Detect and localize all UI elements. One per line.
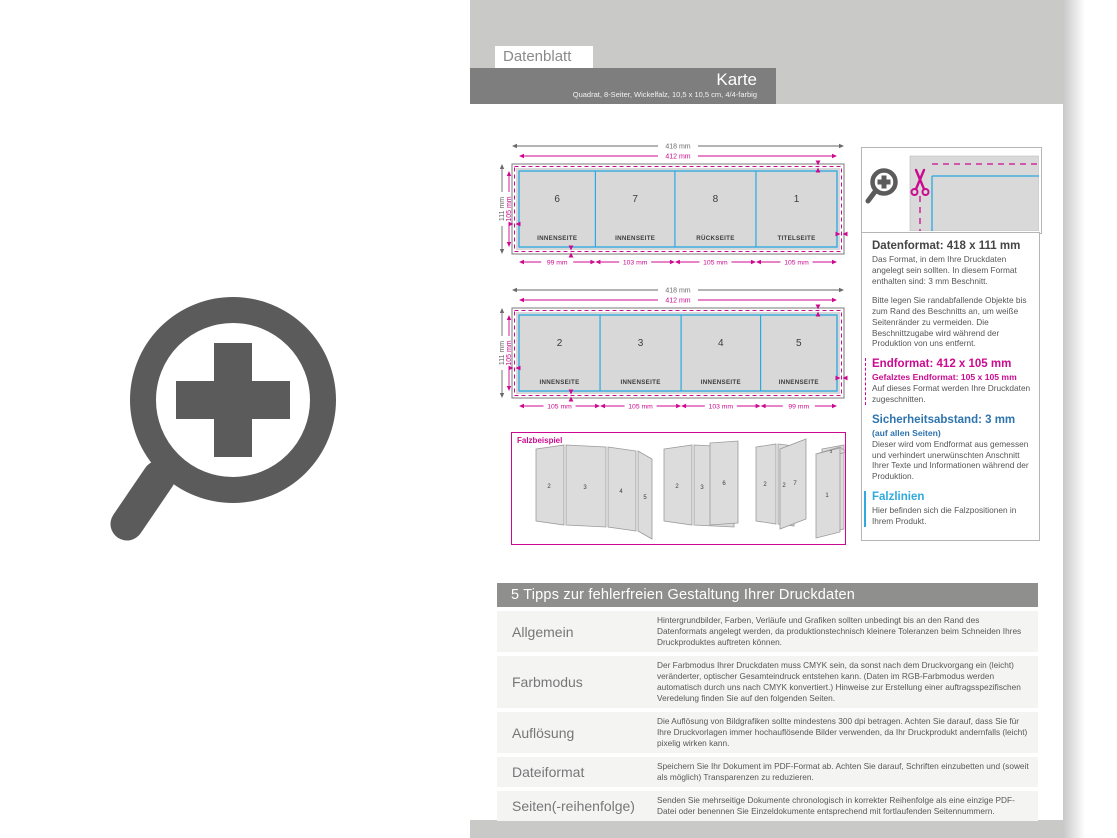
- tip-label: Seiten(-reihenfolge): [512, 798, 635, 815]
- tip-text: Senden Sie mehrseitige Dokumente chronologisch in korrekter Reihenfolge als eine einzige PDF-Datei oder benennen Sie Einzeldokumente entsprechend mit fortlaufenden Seitennummern.: [657, 795, 1015, 817]
- sicherheitsabstand-heading: Sicherheitsabstand: 3 mm: [872, 413, 1016, 426]
- svg-text:RÜCKSEITE: RÜCKSEITE: [696, 235, 735, 242]
- falzlinien-body: Hier befinden sich die Falzpositionen in Ihrem Produkt.: [872, 504, 1017, 526]
- tips-header: 5 Tipps zur fehlerfreien Gestaltung Ihrer Druckdaten: [497, 583, 1038, 607]
- bleed-note-body: Bitte legen Sie randabfallende Objekte bis zum Rand des Beschnitts an, um weiße Seitenränder zu vermeiden. Die Beschnittzugabe wird während der Produktion von uns entfernt.: [872, 295, 1027, 349]
- datenformat-body: Das Format, in dem Ihre Druckdaten angelegt sein sollten. In diesem Format enthalten sind: 3 mm Beschnitt.: [872, 254, 1017, 286]
- svg-text:4: 4: [718, 338, 724, 349]
- svg-text:7: 7: [793, 481, 797, 487]
- svg-text:1: 1: [825, 493, 829, 499]
- svg-text:4: 4: [619, 489, 623, 495]
- svg-text:105 mm: 105 mm: [505, 340, 513, 366]
- svg-text:2: 2: [675, 484, 679, 490]
- falzlinien-section: [864, 491, 1031, 527]
- tip-label: Auflösung: [512, 724, 575, 741]
- datenblatt-tab-label: Datenblatt: [503, 48, 572, 65]
- product-title: Karte: [716, 70, 757, 89]
- tip-label: Dateiformat: [512, 764, 585, 781]
- table-row: [497, 656, 1038, 708]
- endformat-subheading: Gefalztes Endformat: 105 x 105 mm: [872, 372, 1017, 383]
- table-row: [497, 757, 1038, 787]
- svg-text:3: 3: [700, 485, 704, 491]
- sicherheitsabstand-subheading: (auf allen Seiten): [872, 427, 941, 438]
- tip-label: Farbmodus: [512, 674, 583, 691]
- endformat-heading: Endformat: 412 x 105 mm: [872, 358, 1012, 371]
- tip-text: Die Auflösung von Bildgrafiken sollte mindestens 300 dpi betragen. Achten Sie darauf, dass Sie für Ihre Druckvorlagen immer hochauflösende Bilder verwenden, da Ihr Druckprodukt andernfalls (leicht) pixelig wirken kann.: [657, 716, 1028, 749]
- table-row: [497, 611, 1038, 652]
- datenformat-heading: Datenformat: 418 x 111 mm: [872, 240, 1021, 252]
- tip-text: Speichern Sie Ihr Dokument im PDF-Format ab. Achten Sie darauf, Schriften einzubetten und (soweit als möglich) Transparenzen zu reduzieren.: [657, 761, 1029, 783]
- svg-text:INNENSEITE: INNENSEITE: [539, 379, 580, 386]
- sicherheitsabstand-section: [872, 414, 1031, 482]
- svg-text:8: 8: [712, 194, 719, 205]
- layout-diagram-inside: [496, 282, 848, 424]
- svg-text:105 mm: 105 mm: [628, 403, 653, 411]
- legend-box: [861, 147, 1042, 234]
- bleed-note-section: [872, 295, 1031, 349]
- svg-text:99 mm: 99 mm: [788, 403, 810, 411]
- svg-text:111 mm: 111 mm: [498, 340, 506, 366]
- endformat-section: [865, 358, 1031, 405]
- svg-text:5: 5: [643, 495, 647, 501]
- svg-text:INNENSEITE: INNENSEITE: [537, 235, 578, 242]
- svg-text:7: 7: [632, 194, 638, 205]
- product-subtitle: Quadrat, 8-Seiter, Wickelfalz, 10,5 x 10,5 cm, 4/4-farbig: [572, 90, 757, 99]
- tips-table: [497, 611, 1038, 821]
- svg-text:2: 2: [547, 484, 551, 490]
- svg-text:5: 5: [796, 338, 802, 349]
- svg-text:412 mm: 412 mm: [665, 297, 691, 305]
- svg-text:111 mm: 111 mm: [498, 196, 506, 222]
- falzlinien-heading: Falzlinien: [872, 490, 925, 503]
- svg-text:2: 2: [782, 483, 786, 489]
- tip-text: Hintergrundbilder, Farben, Verläufe und Grafiken sollten unbedingt bis an den Rand des Datenformats angelegt werden, da produktionstechnisch kleinere Toleranzen beim Schneiden Ihres Druckproduktes auftreten können.: [657, 615, 1022, 648]
- svg-text:105 mm: 105 mm: [784, 259, 809, 267]
- svg-text:418 mm: 418 mm: [665, 287, 691, 295]
- svg-text:103 mm: 103 mm: [708, 403, 734, 411]
- table-row: [497, 712, 1038, 753]
- svg-text:105 mm: 105 mm: [547, 403, 572, 411]
- sicherheitsabstand-body: Dieser wird vom Endformat aus gemessen und verhindert unerwünschten Anschnitt Ihrer Texte und Informationen während der Produktion.: [872, 438, 1029, 482]
- svg-text:6: 6: [722, 481, 726, 487]
- svg-text:412 mm: 412 mm: [665, 153, 691, 161]
- endformat-body: Auf dieses Format werden Ihre Druckdaten zugeschnitten.: [872, 383, 1031, 405]
- svg-text:418 mm: 418 mm: [665, 143, 691, 151]
- svg-text:105 mm: 105 mm: [505, 196, 513, 222]
- svg-text:6: 6: [554, 194, 560, 205]
- bleed-corner-illustration: [862, 148, 1039, 231]
- tip-text: Der Farbmodus Ihrer Druckdaten muss CMYK sein, da sonst nach dem Druckvorgang ein (leicht) veränderter, optischer Gesamteindruck entstehen kann. (Daten im RGB-Farbmodus werden automatisch durch uns nach CMYK konvertiert.) Hinweise zur Erstellung einer auftragsspezifischen Veredelung finden Sie auf den folgenden Seiten.: [657, 660, 1021, 704]
- svg-text:3: 3: [583, 485, 587, 491]
- svg-text:INNENSEITE: INNENSEITE: [778, 379, 819, 386]
- tip-label: Allgemein: [512, 623, 574, 640]
- svg-text:103 mm: 103 mm: [622, 259, 648, 267]
- table-row: [497, 791, 1038, 821]
- fold-example-illustration: [512, 433, 845, 544]
- svg-text:INNENSEITE: INNENSEITE: [615, 235, 656, 242]
- datenformat-section: [872, 240, 1031, 286]
- svg-text:TITELSEITE: TITELSEITE: [777, 235, 816, 242]
- zoom-preview-icon[interactable]: [105, 288, 355, 555]
- fold-example-box: [511, 432, 846, 545]
- svg-text:INNENSEITE: INNENSEITE: [620, 379, 661, 386]
- svg-text:1: 1: [793, 194, 800, 205]
- svg-text:2: 2: [763, 482, 767, 488]
- format-info-box: [861, 232, 1040, 541]
- sheet-foot-band: [470, 820, 1063, 838]
- svg-text:99 mm: 99 mm: [546, 259, 568, 267]
- svg-text:3: 3: [829, 449, 833, 454]
- page-edge-shadow: [1063, 0, 1085, 838]
- datenblatt-tab: [495, 46, 593, 68]
- svg-text:3: 3: [637, 338, 644, 349]
- svg-text:INNENSEITE: INNENSEITE: [700, 379, 741, 386]
- svg-text:2: 2: [556, 338, 563, 349]
- fold-example-label: Falzbeispiel: [517, 436, 563, 445]
- title-bar: [470, 68, 776, 104]
- svg-text:105 mm: 105 mm: [703, 259, 728, 267]
- layout-diagram-outside: [496, 138, 848, 280]
